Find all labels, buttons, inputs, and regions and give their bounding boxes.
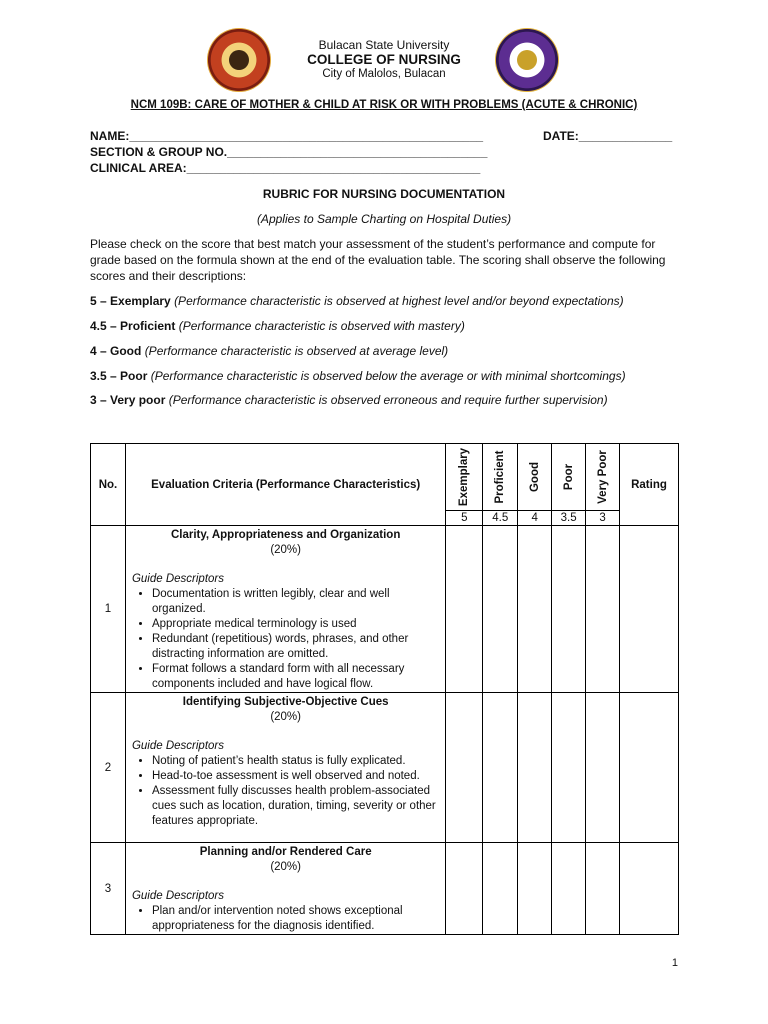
college-name: COLLEGE OF NURSING [307, 52, 461, 67]
criteria-weight: (20%) [270, 861, 301, 873]
header-rating: Rating [620, 444, 679, 526]
criteria-cell [125, 843, 445, 935]
criteria-title: Clarity, Appropriateness and Organization [170, 529, 401, 541]
criteria-cell [125, 693, 445, 843]
check-cell-exemplary[interactable] [446, 693, 483, 843]
table-row [91, 526, 679, 693]
criteria-title: Planning and/or Rendered Care [199, 846, 372, 858]
scale-item-good: 4 – Good (Performance characteristic is observed at average level) [90, 344, 449, 358]
check-cell-good[interactable] [518, 843, 552, 935]
table-row [91, 693, 679, 843]
guide-descriptors-label: Guide Descriptors [131, 890, 224, 902]
course-title: NCM 109B: CARE OF MOTHER & CHILD AT RISK OR WITH PROBLEMS (ACUTE & CHRONIC) [130, 99, 638, 111]
header-proficient: Proficient [483, 444, 518, 511]
section-group-field[interactable]: SECTION & GROUP NO._______________________________________ [90, 145, 488, 159]
list-item: • Documentation is written legibly, clear and well organized. [152, 587, 439, 617]
rating-cell[interactable] [620, 526, 679, 693]
rubric-subtitle: (Applies to Sample Charting on Hospital Duties) [256, 212, 512, 226]
rubric-table [90, 443, 679, 935]
list-item: • Noting of patient’s health status is fully explicated. [152, 754, 439, 769]
check-cell-proficient[interactable] [483, 693, 518, 843]
score-good: 4 [518, 511, 552, 526]
check-cell-proficient[interactable] [483, 526, 518, 693]
criteria-cell [125, 526, 445, 693]
university-name: Bulacan State University [318, 38, 450, 52]
header-exemplary: Exemplary [446, 444, 483, 511]
row-number: 3 [91, 843, 126, 935]
score-exemplary: 5 [446, 511, 483, 526]
clinical-area-field[interactable]: CLINICAL AREA:____________________________________________ [90, 161, 481, 175]
scale-item-very-poor: 3 – Very poor (Performance characteristic is observed erroneous and require further supervision) [90, 393, 608, 407]
rating-cell[interactable] [620, 693, 679, 843]
criteria-weight: (20%) [270, 544, 301, 556]
scale-item-exemplary: 5 – Exemplary (Performance characteristic is observed at highest level and/or beyond expectations) [90, 294, 624, 308]
header-criteria: Evaluation Criteria (Performance Characteristics) [125, 444, 445, 526]
header-very-poor: Very Poor [586, 444, 620, 511]
scale-item-poor: 3.5 – Poor (Performance characteristic is observed below the average or with minimal shortcomings) [90, 369, 626, 383]
rating-cell[interactable] [620, 843, 679, 935]
list-item: • Appropriate medical terminology is used [152, 617, 439, 632]
college-city: City of Malolos, Bulacan [322, 68, 446, 80]
check-cell-proficient[interactable] [483, 843, 518, 935]
page-number: 1 [671, 957, 678, 969]
check-cell-poor[interactable] [552, 843, 586, 935]
check-cell-very-poor[interactable] [586, 693, 620, 843]
date-field[interactable]: DATE:______________ [543, 129, 673, 143]
header-no: No. [91, 444, 126, 526]
name-field[interactable]: NAME:_____________________________________________________ [90, 129, 484, 143]
list-item: • Format follows a standard form with all necessary components included and have logical flow. [152, 662, 439, 692]
row-number: 1 [91, 526, 126, 693]
rubric-title: RUBRIC FOR NURSING DOCUMENTATION [262, 187, 506, 201]
criteria-weight: (20%) [270, 711, 301, 723]
guide-descriptors-label: Guide Descriptors [131, 573, 224, 585]
list-item: • Assessment fully discusses health problem-associated cues such as location, duration, timing, severity or other features appropriate. [152, 784, 439, 829]
score-poor: 3.5 [552, 511, 586, 526]
header-good: Good [518, 444, 552, 511]
score-proficient: 4.5 [483, 511, 518, 526]
score-very-poor: 3 [586, 511, 620, 526]
table-row [91, 843, 679, 935]
guide-descriptors-label: Guide Descriptors [131, 740, 224, 752]
check-cell-very-poor[interactable] [586, 843, 620, 935]
check-cell-poor[interactable] [552, 526, 586, 693]
check-cell-good[interactable] [518, 693, 552, 843]
scale-item-proficient: 4.5 – Proficient (Performance characteristic is observed with mastery) [90, 319, 465, 333]
check-cell-very-poor[interactable] [586, 526, 620, 693]
header-poor: Poor [552, 444, 586, 511]
criteria-title: Identifying Subjective-Objective Cues [182, 696, 389, 708]
check-cell-exemplary[interactable] [446, 526, 483, 693]
row-number: 2 [91, 693, 126, 843]
check-cell-exemplary[interactable] [446, 843, 483, 935]
check-cell-poor[interactable] [552, 693, 586, 843]
check-cell-good[interactable] [518, 526, 552, 693]
instructions-paragraph: Please check on the score that best match your assessment of the student’s performance and compute for grade based on the formula shown at the end of the evaluation table. The scoring shall observe the following scores and their descriptions: [90, 237, 666, 283]
list-item: • Plan and/or intervention noted shows exceptional appropriateness for the diagnosis identified. [152, 904, 439, 934]
list-item: • Head-to-toe assessment is well observed and noted. [152, 769, 439, 784]
list-item: • Redundant (repetitious) words, phrases, and other distracting information are omitted. [152, 632, 439, 662]
